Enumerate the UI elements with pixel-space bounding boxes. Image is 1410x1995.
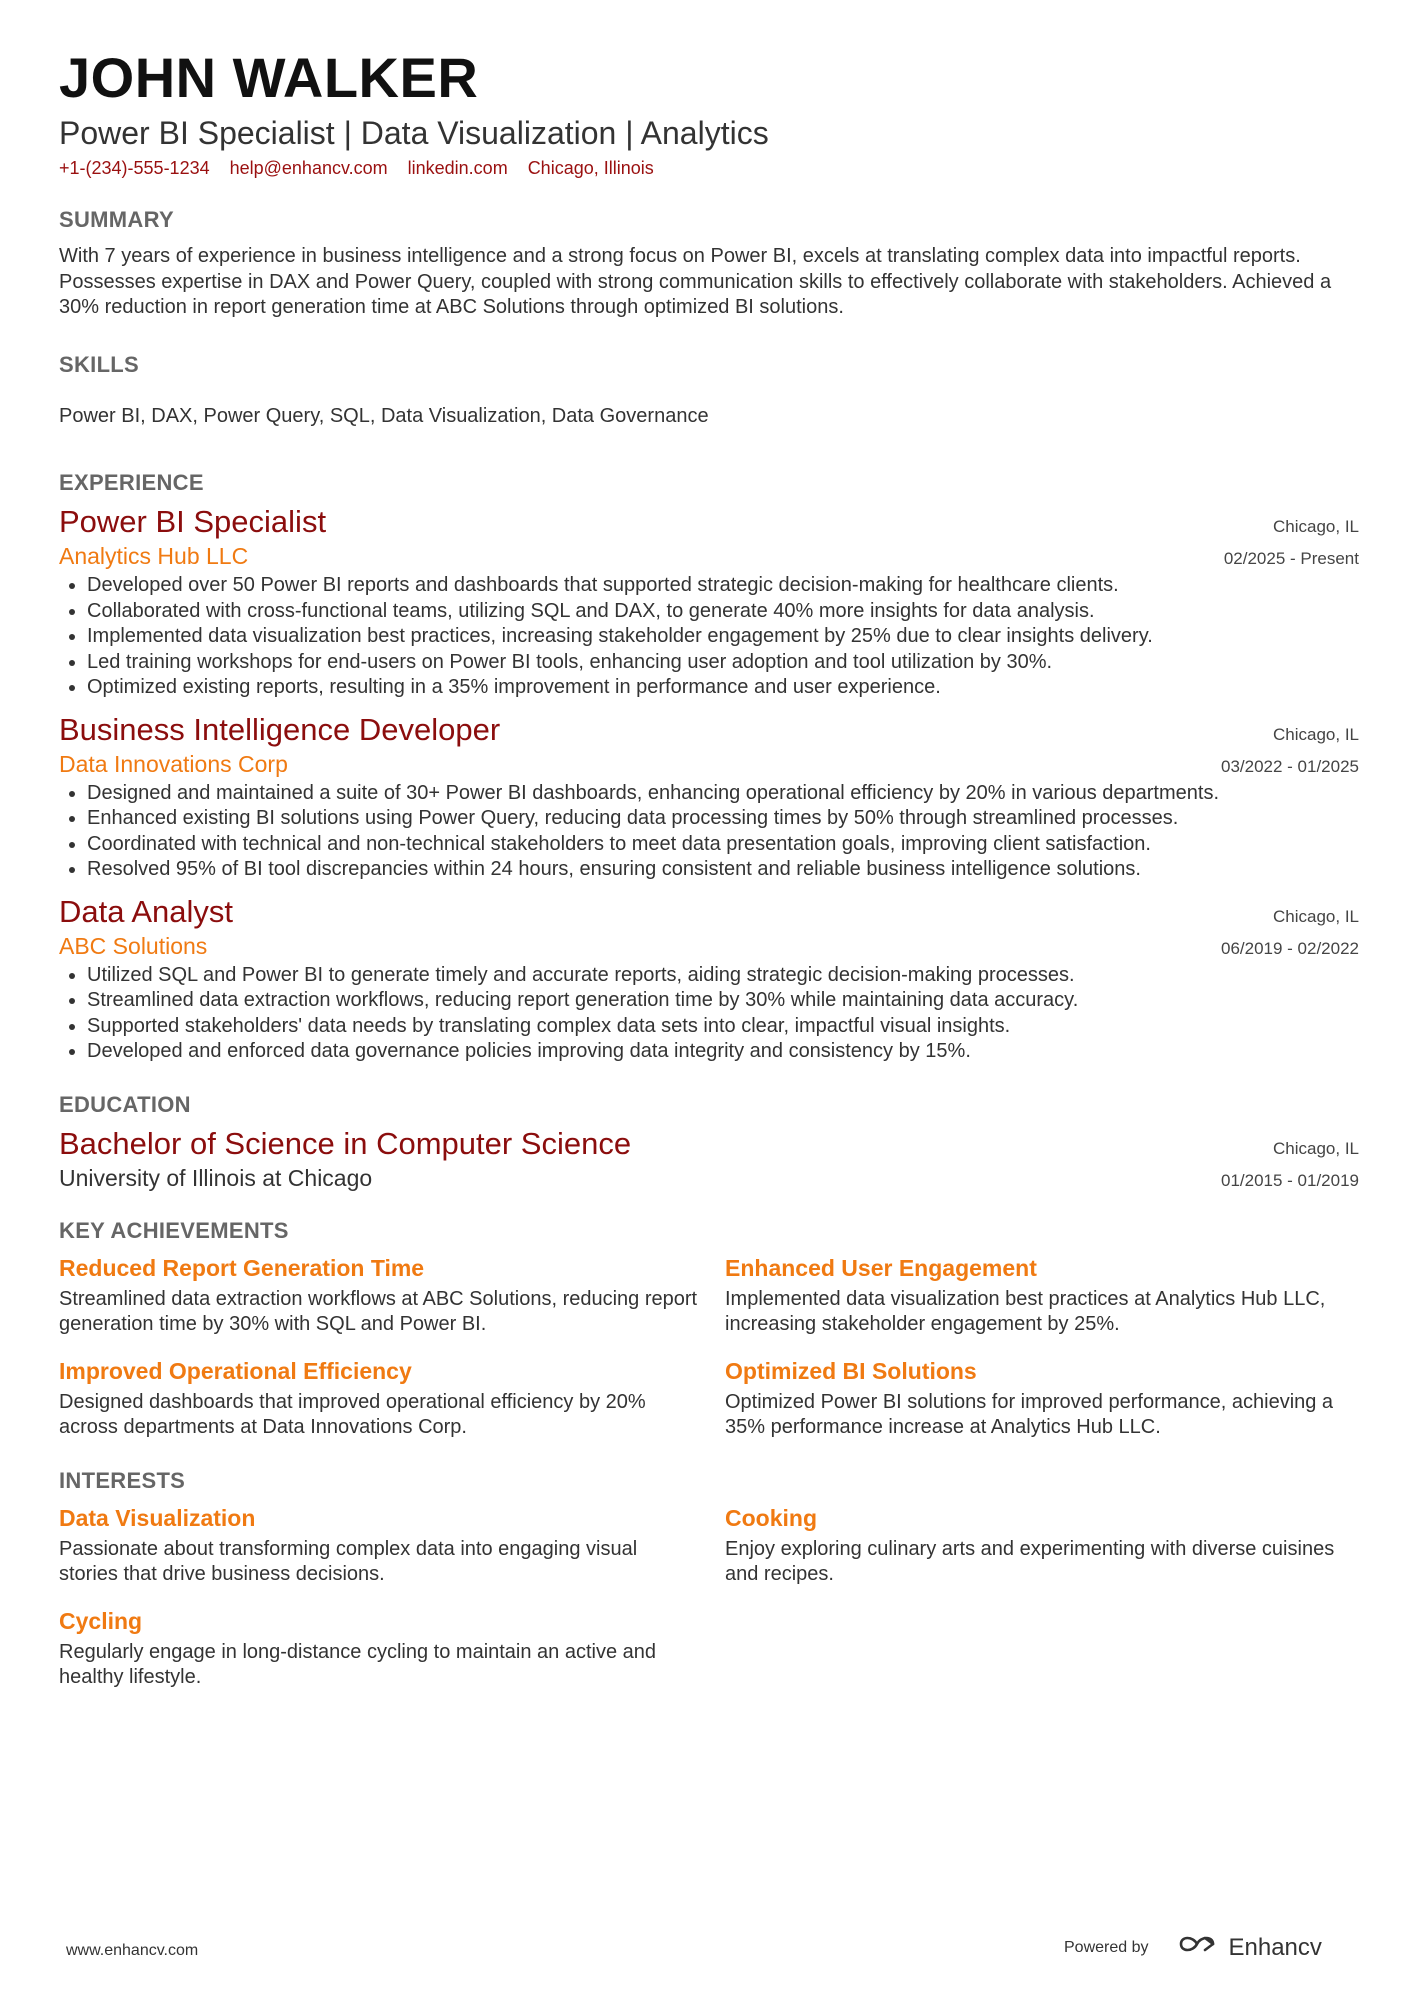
experience-heading: EXPERIENCE: [59, 470, 204, 495]
brand-link[interactable]: [1175, 1932, 1322, 1963]
achievement-card: [59, 1356, 699, 1441]
achievements-heading: KEY ACHIEVEMENTS: [59, 1217, 289, 1243]
footer-branding: [1064, 1932, 1322, 1963]
education-heading: EDUCATION: [59, 1091, 191, 1117]
contact-linkedin[interactable]: linkedin.com: [407, 158, 508, 178]
skills-heading: SKILLS: [59, 351, 140, 377]
job-role: Power BI Specialist: [59, 504, 327, 539]
bullet-item: • Optimized existing reports, resulting in a 35% improvement in performance and user experience.: [87, 675, 1359, 701]
bullet-item: • Collaborated with cross-functional teams, utilizing SQL and DAX, to generate 40% more insights for data analysis.: [87, 599, 1359, 625]
bullet-item: • Designed and maintained a suite of 30+ Power BI dashboards, enhancing operational efficiency by 20% in various departments.: [87, 781, 1359, 807]
interests-heading: INTERESTS: [59, 1467, 186, 1493]
job-role: Data Analyst: [59, 893, 234, 929]
footer-website[interactable]: www.enhancv.com: [66, 1942, 199, 1959]
brand-name: Enhancv: [1228, 1933, 1322, 1961]
job-bullets: [59, 963, 1359, 1065]
education-section: [59, 1091, 1359, 1193]
bullet-item: • Coordinated with technical and non-technical stakeholders to meet data presentation goals, improving client satisfaction.: [87, 832, 1359, 858]
job-location: Chicago, IL: [1273, 906, 1359, 926]
achievement-card: [59, 1253, 699, 1338]
bullet-item: • Implemented data visualization best practices, increasing stakeholder engagement by 25% due to clear insights delivery.: [87, 624, 1359, 650]
job-company: Analytics Hub LLC: [59, 543, 249, 569]
interest-card: [59, 1606, 699, 1691]
job-dates: 02/2025 - Present: [1223, 549, 1359, 568]
enhancv-logo-icon: [1175, 1932, 1219, 1963]
education-dates: 01/2015 - 01/2019: [1220, 1170, 1359, 1190]
achievement-title: Optimized BI Solutions: [725, 1357, 977, 1384]
summary-text: With 7 years of experience in business intelligence and a strong focus on Power BI, excels at translating complex data into impactful reports. Possesses expertise in DAX and Power Query, coupled with strong communication skills to effectively collaborate with stakeholders. Achieved a 30% reduction in report generation time at ABC Solutions through optimized BI solutions.: [59, 245, 1332, 318]
job-location: Chicago, IL: [1273, 724, 1359, 744]
achievement-desc: Designed dashboards that improved operational efficiency by 20% across departments at Data Innovations Corp.: [59, 1390, 646, 1438]
interest-title: Data Visualization: [59, 1504, 256, 1531]
education-degree: Bachelor of Science in Computer Science: [59, 1125, 632, 1161]
bullet-item: • Resolved 95% of BI tool discrepancies within 24 hours, ensuring consistent and reliable business intelligence solutions.: [87, 857, 1359, 883]
bullet-item: • Led training workshops for end-users on Power BI tools, enhancing user adoption and tool utilization by 30%.: [87, 650, 1359, 676]
job-entry: [59, 893, 1359, 1065]
interest-title: Cycling: [59, 1607, 143, 1634]
job-entry: [59, 503, 1359, 701]
candidate-title: Power BI Specialist | Data Visualization | Analytics: [59, 115, 769, 151]
interest-card: [59, 1503, 699, 1588]
achievement-desc: Streamlined data extraction workflows at ABC Solutions, reducing report generation time by 30% with SQL and Power BI.: [59, 1287, 698, 1335]
skills-section: [59, 351, 1359, 430]
summary-heading: SUMMARY: [59, 207, 174, 232]
achievement-card: [725, 1253, 1365, 1338]
contact-email[interactable]: help@enhancv.com: [229, 158, 388, 178]
interest-desc: Regularly engage in long-distance cycling to maintain an active and healthy lifestyle.: [59, 1640, 657, 1688]
achievement-title: Reduced Report Generation Time: [59, 1254, 425, 1281]
interest-title: Cooking: [725, 1504, 817, 1531]
contact-location: Chicago, Illinois: [527, 158, 654, 178]
contact-row: [59, 156, 1359, 180]
job-company: ABC Solutions: [59, 932, 208, 959]
interest-desc: Enjoy exploring culinary arts and experimenting with diverse cuisines and recipes.: [725, 1537, 1335, 1585]
experience-section: [59, 469, 1359, 1065]
bullet-item: • Developed over 50 Power BI reports and dashboards that supported strategic decision-making for healthcare clients.: [87, 573, 1359, 599]
education-school: University of Illinois at Chicago: [59, 1164, 373, 1191]
bullet-item: • Supported stakeholders' data needs by translating complex data sets into clear, impactful visual insights.: [87, 1014, 1359, 1040]
interest-desc: Passionate about transforming complex data into engaging visual stories that drive business decisions.: [59, 1537, 638, 1585]
job-location: Chicago, IL: [1273, 517, 1359, 536]
bullet-item: • Developed and enforced data governance policies improving data integrity and consistency by 15%.: [87, 1039, 1359, 1065]
achievements-section: [59, 1217, 1359, 1441]
bullet-item: • Utilized SQL and Power BI to generate timely and accurate reports, aiding strategic decision-making processes.: [87, 963, 1359, 989]
contact-phone[interactable]: +1-(234)-555-1234: [59, 158, 210, 178]
education-location: Chicago, IL: [1273, 1138, 1359, 1158]
achievement-title: Improved Operational Efficiency: [59, 1357, 412, 1384]
summary-section: [59, 206, 1359, 321]
interests-grid: [59, 1503, 1359, 1691]
candidate-name: JOHN WALKER: [59, 46, 479, 109]
interests-section: [59, 1467, 1359, 1691]
achievement-desc: Optimized Power BI solutions for improved performance, achieving a 35% performance increase at Analytics Hub LLC.: [725, 1390, 1334, 1438]
resume-page: [59, 46, 1359, 1691]
bullet-item: • Streamlined data extraction workflows, reducing report generation time by 30% while maintaining data accuracy.: [87, 988, 1359, 1014]
achievement-desc: Implemented data visualization best practices at Analytics Hub LLC, increasing stakeholder engagement by 25%.: [725, 1287, 1326, 1335]
job-bullets: [59, 573, 1359, 701]
bullet-item: • Enhanced existing BI solutions using Power Query, reducing data processing times by 50% through streamlined processes.: [87, 806, 1359, 832]
job-company: Data Innovations Corp: [59, 750, 288, 777]
skills-text: Power BI, DAX, Power Query, SQL, Data Visualization, Data Governance: [59, 404, 709, 427]
achievements-grid: [59, 1253, 1359, 1441]
achievement-title: Enhanced User Engagement: [725, 1254, 1037, 1281]
achievement-card: [725, 1356, 1365, 1441]
job-dates: 06/2019 - 02/2022: [1220, 938, 1359, 958]
powered-by-label: Powered by: [1064, 1938, 1149, 1956]
job-dates: 03/2022 - 01/2025: [1220, 756, 1359, 776]
job-entry: [59, 711, 1359, 883]
job-role: Business Intelligence Developer: [59, 711, 501, 747]
interest-card: [725, 1503, 1365, 1588]
job-bullets: [59, 781, 1359, 883]
